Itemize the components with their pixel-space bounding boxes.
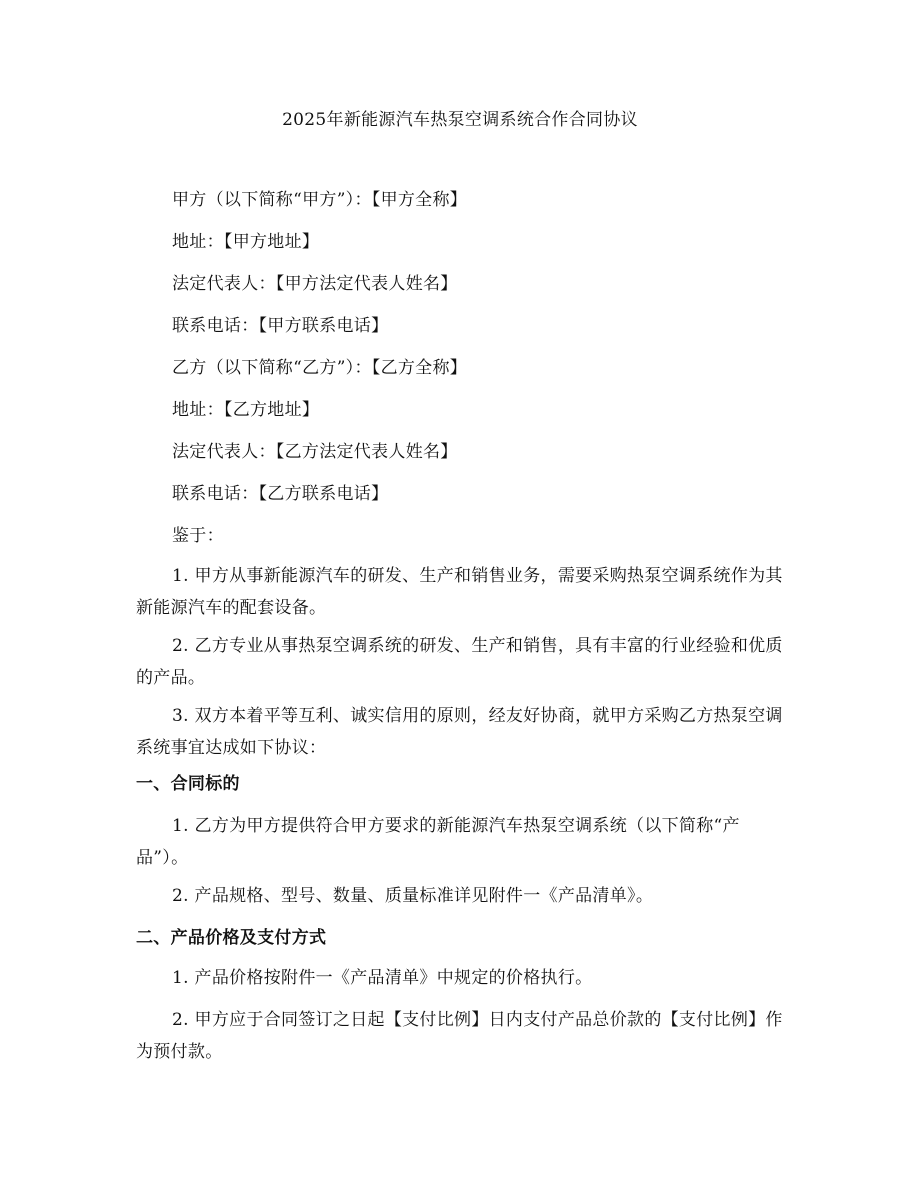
party-b-phone: 联系电话：【乙方联系电话】 xyxy=(172,484,389,504)
party-b-name: 乙方（以下简称“乙方”）：【乙方全称】 xyxy=(172,358,468,378)
whereas-label: 鉴于： xyxy=(172,526,224,546)
whereas-item-2: 2. 乙方专业从事热泵空调系统的研发、生产和销售，具有丰富的行业经验和优质的产品。 xyxy=(136,636,783,688)
party-a-phone: 联系电话：【甲方联系电话】 xyxy=(172,316,389,336)
section-heading-price-payment: 二、产品价格及支付方式 xyxy=(136,928,327,948)
section-heading-subject: 一、合同标的 xyxy=(136,774,240,794)
document-title: 2025年新能源汽车热泵空调系统合作合同协议 xyxy=(282,110,638,130)
party-b-representative: 法定代表人：【乙方法定代表人姓名】 xyxy=(172,442,458,462)
section-2-item-2: 2. 甲方应于合同签订之日起【支付比例】日内支付产品总价款的【支付比例】作为预付款。 xyxy=(136,1010,783,1062)
party-b-address: 地址：【乙方地址】 xyxy=(172,400,320,420)
whereas-item-1: 1. 甲方从事新能源汽车的研发、生产和销售业务，需要采购热泵空调系统作为其新能源汽车的配套设备。 xyxy=(136,566,783,618)
party-a-representative: 法定代表人：【甲方法定代表人姓名】 xyxy=(172,274,458,294)
party-a-address: 地址：【甲方地址】 xyxy=(172,232,320,252)
party-a-name: 甲方（以下简称“甲方”）：【甲方全称】 xyxy=(172,190,468,210)
section-2-item-1: 1. 产品价格按附件一《产品清单》中规定的价格执行。 xyxy=(172,968,593,988)
section-1-item-1: 1. 乙方为甲方提供符合甲方要求的新能源汽车热泵空调系统（以下简称“产品”）。 xyxy=(136,816,740,868)
section-1-item-2: 2. 产品规格、型号、数量、质量标准详见附件一《产品清单》。 xyxy=(172,886,654,906)
whereas-item-3: 3. 双方本着平等互利、诚实信用的原则，经友好协商，就甲方采购乙方热泵空调系统事宜达成如下协议： xyxy=(136,706,783,758)
